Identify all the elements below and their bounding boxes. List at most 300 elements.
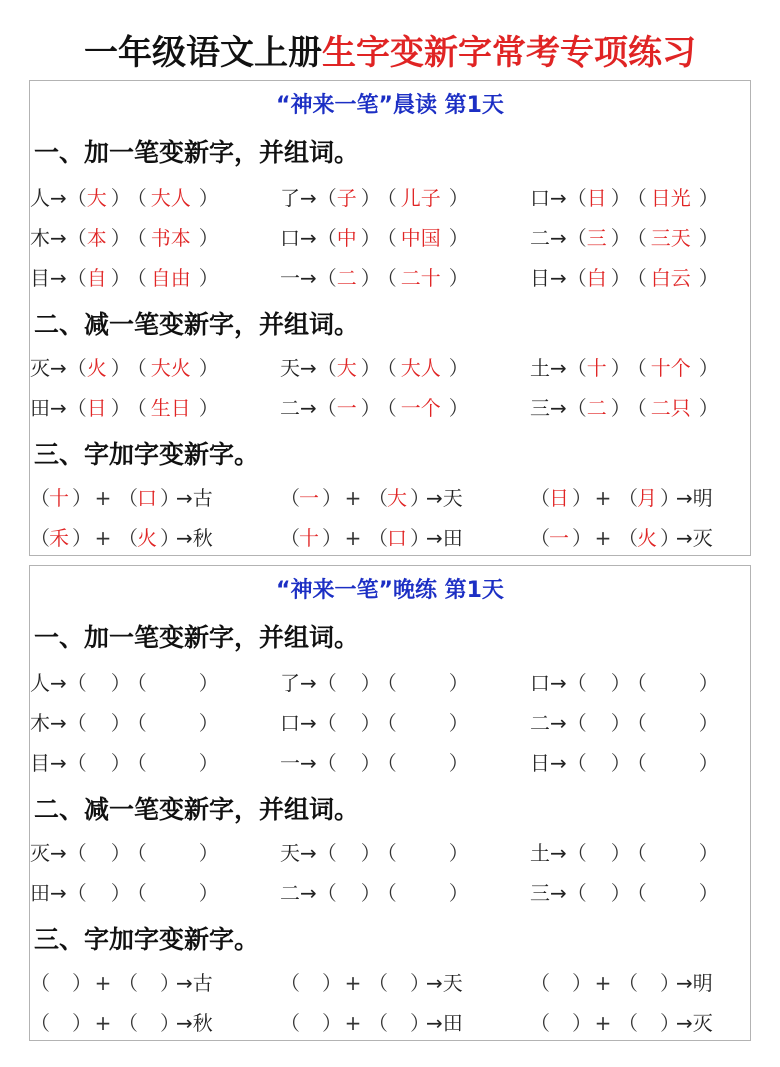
new-character-blank-value: 日: [86, 396, 107, 420]
add-stroke-exercise: [530, 668, 719, 698]
combine-exercise: [30, 1008, 213, 1038]
left-paren: （: [530, 1011, 550, 1035]
word-blank[interactable]: [126, 838, 219, 868]
arrow-icon: →: [300, 396, 317, 420]
new-character-blank-value: 子: [336, 186, 357, 210]
result-character: 天: [442, 486, 463, 510]
left-paren: （: [30, 1011, 50, 1035]
left-paren: （: [376, 356, 397, 380]
arrow-icon: →: [550, 356, 567, 380]
right-paren: ）: [698, 671, 719, 695]
new-character-blank[interactable]: [566, 838, 631, 868]
word-blank[interactable]: [126, 878, 219, 908]
combine-exercise: [30, 483, 213, 513]
right-paren: ）: [698, 266, 719, 290]
right-paren: ）: [610, 711, 631, 735]
second-part-blank[interactable]: [618, 1008, 680, 1038]
arrow-icon: →: [676, 971, 693, 995]
base-character: 目: [30, 266, 50, 290]
base-character: 田: [30, 881, 50, 905]
new-character-blank[interactable]: [316, 708, 381, 738]
left-paren: （: [618, 1011, 638, 1035]
base-character: 三: [530, 881, 550, 905]
arrow-icon: →: [426, 526, 443, 550]
new-character-blank: [566, 263, 631, 293]
new-character-blank: [566, 223, 631, 253]
base-character: 口: [530, 186, 550, 210]
morning-add-stroke-heading: 一、加一笔变新字，并组词。: [34, 138, 360, 167]
left-paren: （: [530, 486, 550, 510]
second-part-blank: [368, 483, 430, 513]
arrow-icon: →: [50, 671, 67, 695]
right-paren: ）: [110, 751, 131, 775]
result-character: 田: [442, 526, 463, 550]
morning-add-stroke-row: [30, 223, 750, 253]
result-character: 天: [442, 971, 463, 995]
left-paren: （: [376, 266, 397, 290]
right-paren: ）: [698, 841, 719, 865]
base-character: 天: [280, 356, 300, 380]
right-paren: ）: [448, 841, 469, 865]
base-character: 二: [530, 711, 550, 735]
base-character: 土: [530, 841, 550, 865]
left-paren: （: [316, 711, 337, 735]
right-paren: ）: [110, 881, 131, 905]
new-character-blank: [66, 353, 131, 383]
right-paren: ）: [198, 186, 219, 210]
right-paren: ）: [360, 751, 381, 775]
right-paren: ）: [110, 186, 131, 210]
add-stroke-exercise: [280, 263, 469, 293]
left-paren: （: [316, 671, 337, 695]
word-blank: [376, 263, 469, 293]
first-part-blank: [280, 523, 342, 553]
new-character-blank: [316, 223, 381, 253]
combine-exercise: [530, 523, 713, 553]
right-paren: ）: [322, 971, 342, 995]
right-paren: ）: [198, 751, 219, 775]
word-blank[interactable]: [376, 878, 469, 908]
right-paren: ）: [160, 971, 180, 995]
result-character: 明: [692, 486, 713, 510]
right-paren: ）: [160, 1011, 180, 1035]
first-part-blank[interactable]: [280, 968, 342, 998]
left-paren: （: [376, 671, 397, 695]
new-character-blank[interactable]: [566, 878, 631, 908]
left-paren: （: [566, 751, 587, 775]
left-paren: （: [66, 881, 87, 905]
right-paren: ）: [698, 396, 719, 420]
word-blank[interactable]: [376, 748, 469, 778]
word-blank[interactable]: [376, 838, 469, 868]
word-blank[interactable]: [126, 668, 219, 698]
new-character-blank: [566, 183, 631, 213]
evening-combine-heading: 三、字加字变新字。: [34, 925, 260, 954]
new-character-blank[interactable]: [66, 748, 131, 778]
word-blank-value: 书本: [150, 226, 191, 250]
first-part-blank[interactable]: [30, 1008, 92, 1038]
arrow-icon: →: [300, 671, 317, 695]
arrow-icon: →: [426, 486, 443, 510]
morning-add-stroke-row: [30, 183, 750, 213]
right-paren: ）: [610, 266, 631, 290]
arrow-icon: →: [676, 1011, 693, 1035]
arrow-icon: →: [50, 226, 67, 250]
base-character: 口: [280, 711, 300, 735]
right-paren: ）: [610, 356, 631, 380]
left-paren: （: [126, 711, 147, 735]
new-character-blank: [66, 183, 131, 213]
right-paren: ）: [572, 486, 592, 510]
left-paren: （: [118, 971, 138, 995]
right-paren: ）: [198, 711, 219, 735]
left-paren: （: [368, 971, 388, 995]
base-character: 灭: [30, 841, 50, 865]
arrow-icon: →: [50, 711, 67, 735]
remove-stroke-exercise: [30, 838, 219, 868]
right-paren: ）: [110, 226, 131, 250]
right-paren: ）: [610, 881, 631, 905]
add-stroke-exercise: [30, 263, 219, 293]
word-blank-value: 中国: [400, 226, 441, 250]
evening-add-stroke-row: [30, 748, 750, 778]
word-blank: [126, 353, 219, 383]
word-blank[interactable]: [626, 878, 719, 908]
add-stroke-exercise: [280, 668, 469, 698]
arrow-icon: →: [300, 226, 317, 250]
new-character-blank: [566, 393, 631, 423]
left-paren: （: [376, 751, 397, 775]
left-paren: （: [118, 486, 138, 510]
base-character: 二: [280, 396, 300, 420]
new-character-blank: [66, 223, 131, 253]
word-blank: [126, 223, 219, 253]
first-part-blank: [530, 483, 592, 513]
evening-remove-stroke-row: [30, 878, 750, 908]
word-blank: [376, 223, 469, 253]
first-part-blank[interactable]: [280, 1008, 342, 1038]
combine-exercise: [30, 968, 213, 998]
first-part-blank: [530, 523, 592, 553]
word-blank: [626, 353, 719, 383]
left-paren: （: [566, 841, 587, 865]
add-stroke-exercise: [30, 708, 219, 738]
arrow-icon: →: [676, 526, 693, 550]
left-paren: （: [126, 266, 147, 290]
plus-sign: +: [94, 486, 112, 510]
second-part-blank-value: 火: [137, 526, 157, 550]
plus-sign: +: [344, 526, 362, 550]
base-character: 了: [280, 186, 300, 210]
second-part-blank: [618, 483, 680, 513]
base-character: 人: [30, 671, 50, 695]
second-part-blank: [618, 523, 680, 553]
new-character-blank-value: 火: [86, 356, 107, 380]
left-paren: （: [566, 711, 587, 735]
right-paren: ）: [322, 486, 342, 510]
remove-stroke-exercise: [530, 353, 719, 383]
new-character-blank[interactable]: [316, 838, 381, 868]
base-character: 一: [280, 751, 300, 775]
left-paren: （: [566, 186, 587, 210]
word-blank-value: 二十: [400, 266, 441, 290]
base-character: 二: [280, 881, 300, 905]
combine-exercise: [280, 523, 463, 553]
arrow-icon: →: [176, 971, 193, 995]
right-paren: ）: [110, 396, 131, 420]
arrow-icon: →: [550, 226, 567, 250]
right-paren: ）: [72, 486, 92, 510]
word-blank[interactable]: [626, 708, 719, 738]
base-character: 一: [280, 266, 300, 290]
right-paren: ）: [698, 186, 719, 210]
arrow-icon: →: [300, 186, 317, 210]
word-blank[interactable]: [626, 838, 719, 868]
new-character-blank[interactable]: [566, 708, 631, 738]
new-character-blank-value: 自: [86, 266, 107, 290]
new-character-blank-value: 十: [586, 356, 607, 380]
right-paren: ）: [410, 486, 430, 510]
title-main: 一年级语文上册: [84, 33, 322, 73]
right-paren: ）: [360, 356, 381, 380]
left-paren: （: [376, 711, 397, 735]
left-paren: （: [316, 186, 337, 210]
new-character-blank[interactable]: [66, 838, 131, 868]
left-paren: （: [618, 486, 638, 510]
right-paren: ）: [698, 226, 719, 250]
word-blank[interactable]: [626, 668, 719, 698]
arrow-icon: →: [176, 526, 193, 550]
add-stroke-exercise: [280, 708, 469, 738]
arrow-icon: →: [300, 751, 317, 775]
left-paren: （: [626, 356, 647, 380]
base-character: 木: [30, 711, 50, 735]
left-paren: （: [530, 971, 550, 995]
new-character-blank[interactable]: [316, 878, 381, 908]
left-paren: （: [280, 971, 300, 995]
plus-sign: +: [344, 1011, 362, 1035]
second-part-blank[interactable]: [368, 968, 430, 998]
left-paren: （: [30, 486, 50, 510]
second-part-blank[interactable]: [118, 968, 180, 998]
arrow-icon: →: [426, 1011, 443, 1035]
left-paren: （: [626, 841, 647, 865]
left-paren: （: [368, 1011, 388, 1035]
right-paren: ）: [110, 671, 131, 695]
plus-sign: +: [344, 486, 362, 510]
right-paren: ）: [360, 266, 381, 290]
combine-exercise: [530, 968, 713, 998]
new-character-blank[interactable]: [316, 668, 381, 698]
left-paren: （: [118, 526, 138, 550]
arrow-icon: →: [50, 751, 67, 775]
arrow-icon: →: [176, 486, 193, 510]
new-character-blank-value: 白: [586, 266, 607, 290]
plus-sign: +: [594, 971, 612, 995]
right-paren: ）: [572, 526, 592, 550]
new-character-blank[interactable]: [66, 668, 131, 698]
left-paren: （: [376, 396, 397, 420]
word-blank: [626, 183, 719, 213]
result-character: 古: [192, 486, 213, 510]
new-character-blank[interactable]: [566, 668, 631, 698]
left-paren: （: [626, 881, 647, 905]
right-paren: ）: [448, 396, 469, 420]
arrow-icon: →: [550, 841, 567, 865]
new-character-blank: [66, 393, 131, 423]
evening-add-stroke-row: [30, 708, 750, 738]
left-paren: （: [626, 671, 647, 695]
right-paren: ）: [410, 526, 430, 550]
remove-stroke-exercise: [280, 838, 469, 868]
new-character-blank[interactable]: [316, 748, 381, 778]
right-paren: ）: [610, 186, 631, 210]
add-stroke-exercise: [30, 748, 219, 778]
title-accent: 生字变新字常考专项练习: [322, 33, 696, 73]
arrow-icon: →: [550, 881, 567, 905]
right-paren: ）: [198, 226, 219, 250]
left-paren: （: [66, 226, 87, 250]
first-part-blank-value: 日: [549, 486, 569, 510]
evening-remove-stroke-row: [30, 838, 750, 868]
left-paren: （: [626, 396, 647, 420]
left-paren: （: [66, 356, 87, 380]
right-paren: ）: [698, 881, 719, 905]
left-paren: （: [626, 266, 647, 290]
new-character-blank-value: 二: [336, 266, 357, 290]
left-paren: （: [30, 526, 50, 550]
morning-remove-stroke-row: [30, 393, 750, 423]
word-blank: [626, 393, 719, 423]
arrow-icon: →: [300, 356, 317, 380]
left-paren: （: [126, 396, 147, 420]
morning-combine-row: [30, 483, 750, 513]
remove-stroke-exercise: [530, 393, 719, 423]
right-paren: ）: [360, 671, 381, 695]
add-stroke-exercise: [30, 183, 219, 213]
left-paren: （: [566, 396, 587, 420]
right-paren: ）: [698, 711, 719, 735]
new-character-blank-value: 一: [336, 396, 357, 420]
add-stroke-exercise: [30, 668, 219, 698]
word-blank: [626, 263, 719, 293]
word-blank: [376, 353, 469, 383]
arrow-icon: →: [50, 881, 67, 905]
right-paren: ）: [360, 881, 381, 905]
right-paren: ）: [360, 186, 381, 210]
first-part-blank[interactable]: [530, 1008, 592, 1038]
left-paren: （: [530, 526, 550, 550]
word-blank[interactable]: [626, 748, 719, 778]
first-part-blank[interactable]: [530, 968, 592, 998]
arrow-icon: →: [550, 266, 567, 290]
left-paren: （: [376, 186, 397, 210]
arrow-icon: →: [550, 711, 567, 735]
left-paren: （: [316, 841, 337, 865]
new-character-blank-value: 日: [586, 186, 607, 210]
arrow-icon: →: [676, 486, 693, 510]
left-paren: （: [566, 671, 587, 695]
base-character: 目: [30, 751, 50, 775]
left-paren: （: [280, 1011, 300, 1035]
remove-stroke-exercise: [30, 393, 219, 423]
plus-sign: +: [594, 526, 612, 550]
evening-add-stroke-heading: 一、加一笔变新字，并组词。: [34, 623, 360, 652]
new-character-blank[interactable]: [66, 878, 131, 908]
evening-add-stroke-row: [30, 668, 750, 698]
second-part-blank: [118, 523, 180, 553]
left-paren: （: [66, 711, 87, 735]
evening-remove-stroke-heading: 二、减一笔变新字，并组词。: [34, 795, 360, 824]
add-stroke-exercise: [530, 263, 719, 293]
right-paren: ）: [72, 971, 92, 995]
add-stroke-exercise: [30, 223, 219, 253]
word-blank-value: 大人: [150, 186, 191, 210]
second-part-blank[interactable]: [368, 1008, 430, 1038]
result-character: 灭: [692, 1011, 713, 1035]
left-paren: （: [316, 226, 337, 250]
left-paren: （: [126, 226, 147, 250]
arrow-icon: →: [426, 971, 443, 995]
right-paren: ）: [572, 1011, 592, 1035]
right-paren: ）: [110, 266, 131, 290]
word-blank[interactable]: [376, 708, 469, 738]
arrow-icon: →: [550, 186, 567, 210]
left-paren: （: [126, 751, 147, 775]
word-blank[interactable]: [376, 668, 469, 698]
result-character: 古: [192, 971, 213, 995]
left-paren: （: [376, 881, 397, 905]
plus-sign: +: [594, 486, 612, 510]
left-paren: （: [368, 486, 388, 510]
second-part-blank[interactable]: [118, 1008, 180, 1038]
left-paren: （: [566, 881, 587, 905]
right-paren: ）: [448, 881, 469, 905]
new-character-blank[interactable]: [66, 708, 131, 738]
add-stroke-exercise: [530, 708, 719, 738]
word-blank[interactable]: [126, 748, 219, 778]
base-character: 田: [30, 396, 50, 420]
add-stroke-exercise: [530, 223, 719, 253]
remove-stroke-exercise: [30, 353, 219, 383]
new-character-blank[interactable]: [566, 748, 631, 778]
word-blank[interactable]: [126, 708, 219, 738]
word-blank-value: 生日: [150, 396, 191, 420]
second-part-blank-value: 大: [387, 486, 407, 510]
morning-remove-stroke-heading: 二、减一笔变新字，并组词。: [34, 310, 360, 339]
right-paren: ）: [198, 671, 219, 695]
base-character: 人: [30, 186, 50, 210]
evening-combine-row: [30, 1008, 750, 1038]
result-character: 明: [692, 971, 713, 995]
second-part-blank-value: 口: [387, 526, 407, 550]
arrow-icon: →: [176, 1011, 193, 1035]
right-paren: ）: [198, 881, 219, 905]
first-part-blank-value: 一: [549, 526, 569, 550]
base-character: 日: [530, 751, 550, 775]
arrow-icon: →: [550, 396, 567, 420]
right-paren: ）: [198, 841, 219, 865]
second-part-blank[interactable]: [618, 968, 680, 998]
new-character-blank-value: 三: [586, 226, 607, 250]
left-paren: （: [626, 751, 647, 775]
first-part-blank[interactable]: [30, 968, 92, 998]
right-paren: ）: [110, 841, 131, 865]
first-part-blank-value: 一: [299, 486, 319, 510]
right-paren: ）: [660, 486, 680, 510]
morning-add-stroke-row: [30, 263, 750, 293]
add-stroke-exercise: [280, 183, 469, 213]
